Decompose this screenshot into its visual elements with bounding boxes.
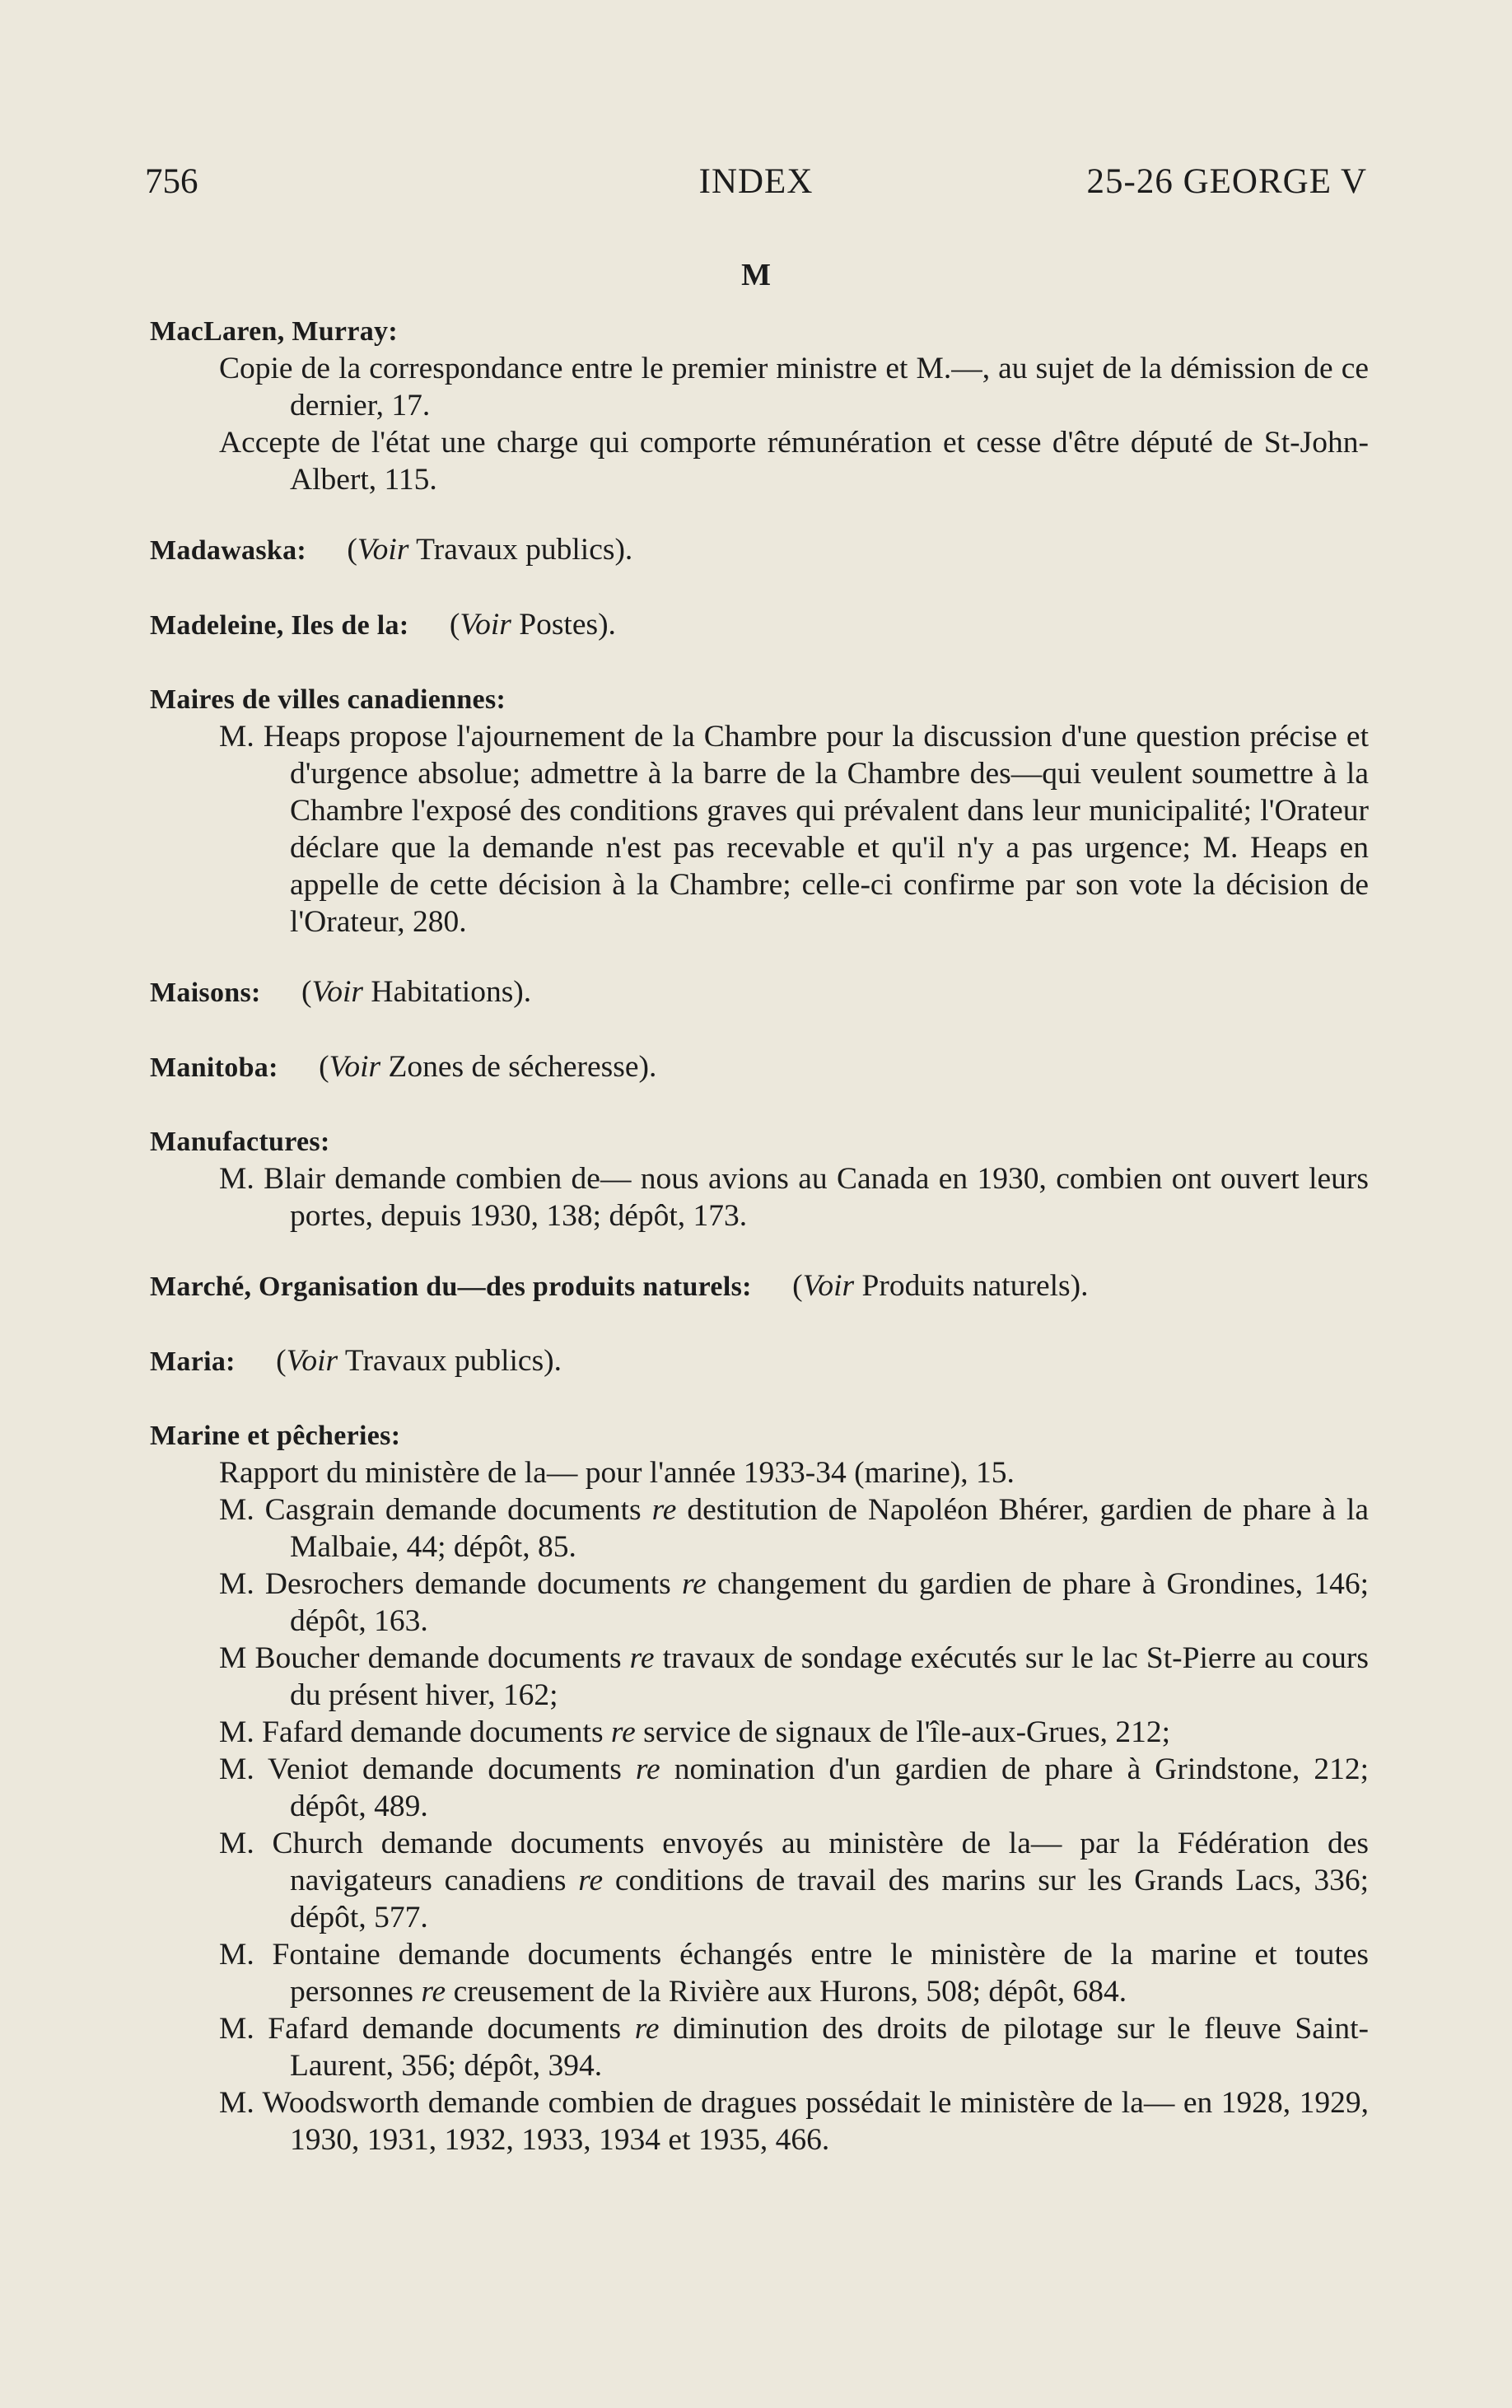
- entry-subentry: M. Church demande documents envoyés au ministère de la— par la Fédération des navigateurs canadiens re conditions de travail des marins sur les Grands Lacs, 336; dépôt, 577.: [219, 1827, 1369, 1934]
- entry-subentry: Rapport du ministère de la— pour l'année 1933-34 (marine), 15.: [219, 1456, 1015, 1490]
- entry-subentry: M. Veniot demande documents re nomination d'un gardien de phare à Grindstone, 212; dépôt, 489.: [219, 1752, 1370, 1823]
- index-entry: [150, 973, 1369, 1011]
- entry-subentry: M Boucher demande documents re travaux de sondage exécutés sur le lac St-Pierre au cours du présent hiver, 162;: [219, 1641, 1370, 1712]
- volume-label: 25-26 GEORGE V: [1086, 162, 1367, 201]
- index-entry: [150, 681, 1369, 940]
- entry-subentry: M. Fafard demande documents re diminution des droits de pilotage sur le fleuve Saint-Laurent, 356; dépôt, 394.: [219, 2012, 1370, 2083]
- index-body: [150, 313, 1369, 2191]
- entry-subentry: M. Fontaine demande documents échangés entre le ministère de la marine et toutes personnes re creusement de la Rivière aux Hurons, 508; dépôt, 684.: [219, 1938, 1369, 2009]
- entry-cross-reference: (Voir Travaux publics).: [347, 533, 633, 567]
- entry-cross-reference: (Voir Zones de sécheresse).: [319, 1050, 657, 1084]
- entry-heading: Madeleine, Iles de la:: [150, 610, 409, 641]
- entry-heading: MacLaren, Murray:: [150, 316, 398, 347]
- entry-heading: Marché, Organisation du—des produits naturels:: [150, 1272, 752, 1302]
- index-entry: [150, 606, 1369, 644]
- cross-reference-target: Zones de sécheresse).: [388, 1050, 657, 1084]
- voir-label: Voir: [460, 608, 511, 642]
- entry-subentry: M. Woodsworth demande combien de dragues possédait le ministère de la— en 1928, 1929, 1930, 1931, 1932, 1933, 1934 et 1935, 466.: [219, 2086, 1369, 2157]
- entry-subentry: Copie de la correspondance entre le premier ministre et M.—, au sujet de la démission de ce dernier, 17.: [219, 352, 1369, 422]
- voir-label: Voir: [329, 1050, 381, 1084]
- section-letter: M: [741, 258, 771, 292]
- index-title: INDEX: [698, 162, 814, 201]
- entry-subentry: M. Heaps propose l'ajournement de la Chambre pour la discussion d'une question précise et d'urgence absolue; admettre à la barre de la Chambre des—qui veulent soumettre à la Chambre l'exposé des conditions graves qui prévalent dans leur municipalité; l'Orateur déclare que la demande n'est pas recevable et qu'il n'y a pas urgence; M. Heaps en appelle de cette décision à la Chambre; celle-ci confirme par son vote la décision de l'Orateur, 280.: [219, 720, 1369, 939]
- running-header: [145, 161, 1367, 211]
- cross-reference-target: Habitations).: [371, 975, 532, 1009]
- entry-heading: Manufactures:: [150, 1127, 330, 1157]
- index-entry: [150, 1417, 1369, 2158]
- entry-cross-reference: (Voir Travaux publics).: [276, 1344, 562, 1378]
- entry-subentry: M. Fafard demande documents re service de signaux de l'île-aux-Grues, 212;: [219, 1715, 1171, 1749]
- entry-heading: Madawaska:: [150, 535, 307, 566]
- index-entry: [150, 1123, 1369, 1234]
- entry-heading: Maisons:: [150, 978, 261, 1008]
- entry-heading: Marine et pêcheries:: [150, 1421, 401, 1451]
- entry-subentry: M. Casgrain demande documents re destitution de Napoléon Bhérer, gardien de phare à la Malbaie, 44; dépôt, 85.: [219, 1493, 1370, 1564]
- index-entry: [150, 313, 1369, 498]
- entry-subentry: M. Desrochers demande documents re changement du gardien de phare à Grondines, 146; dépôt, 163.: [219, 1567, 1370, 1638]
- index-entry: [150, 531, 1369, 569]
- index-entry: [150, 1267, 1369, 1305]
- cross-reference-target: Travaux publics).: [344, 1344, 562, 1378]
- voir-label: Voir: [311, 975, 364, 1009]
- entry-cross-reference: (Voir Postes).: [449, 608, 616, 642]
- entry-heading: Maires de villes canadiennes:: [150, 684, 506, 715]
- cross-reference-target: Produits naturels).: [861, 1269, 1089, 1303]
- entry-cross-reference: (Voir Produits naturels).: [792, 1269, 1089, 1303]
- entry-subentry: Accepte de l'état une charge qui comporte rémunération et cesse d'être député de St-John-Albert, 115.: [219, 426, 1369, 497]
- cross-reference-target: Travaux publics).: [416, 533, 633, 567]
- entry-cross-reference: (Voir Habitations).: [301, 975, 532, 1009]
- voir-label: Voir: [286, 1344, 338, 1378]
- index-entry: [150, 1048, 1369, 1086]
- voir-label: Voir: [802, 1269, 855, 1303]
- index-entry: [150, 1342, 1369, 1380]
- entry-heading: Maria:: [150, 1346, 236, 1377]
- page-number: 756: [145, 162, 198, 201]
- entry-subentry: M. Blair demande combien de— nous avions au Canada en 1930, combien ont ouvert leurs portes, depuis 1930, 138; dépôt, 173.: [219, 1162, 1369, 1233]
- voir-label: Voir: [357, 533, 409, 567]
- cross-reference-target: Postes).: [519, 608, 616, 642]
- entry-heading: Manitoba:: [150, 1052, 278, 1083]
